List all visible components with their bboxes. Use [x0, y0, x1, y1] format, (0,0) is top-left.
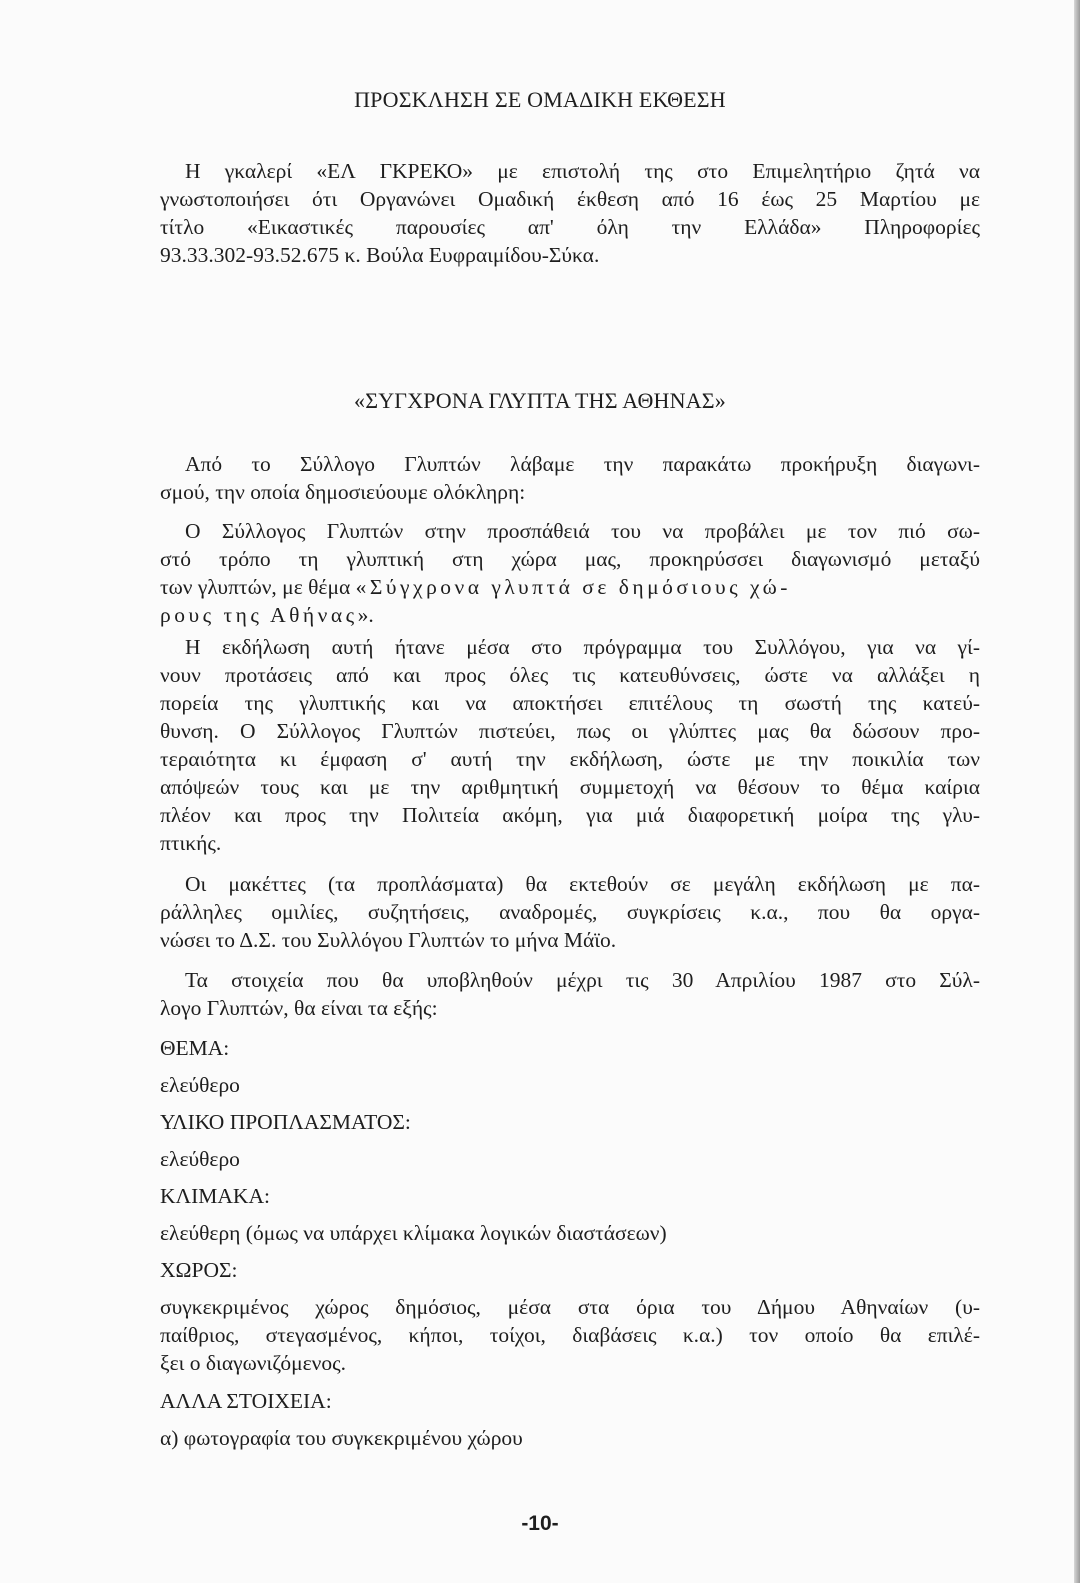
field-value-space-line: παίθριος, στεγασμένος, κήποι, τοίχοι, διαβάσεις κ.α.) τον οποίο θα επιλέ- [160, 1323, 980, 1347]
paragraph-line: απόψεών τους και με την αριθμητική συμμετοχή να θέσουν το θέμα καίρια [160, 775, 980, 799]
field-value-space-line: ξει ο διαγωνιζόμενος. [160, 1351, 347, 1375]
paragraph-line: Τα στοιχεία που θα υποβληθούν μέχρι τις 30 Απριλίου 1987 στο Σύλ- [185, 968, 980, 992]
page-number: -10- [521, 1512, 559, 1535]
paragraph-line: Η εκδήλωση αυτή ήτανε μέσα στο πρόγραμμα του Συλλόγου, για να γί- [185, 635, 980, 659]
field-label-other: ΑΛΛΑ ΣΤΟΙΧΕΙΑ: [160, 1389, 332, 1413]
field-label-material: ΥΛΙΚΟ ΠΡΟΠΛΑΣΜΑΤΟΣ: [160, 1110, 411, 1134]
emphasized-title: «Σύγχρονα γλυπτά σε δημόσιους χώ- [355, 575, 791, 599]
field-value-theme: ελεύθερο [160, 1073, 240, 1097]
paragraph-line: Ο Σύλλογος Γλυπτών στην προσπάθειά του να προβάλει με τον πιό σω- [185, 519, 980, 543]
field-value-other-item: α) φωτογραφία του συγκεκριμένου χώρου [160, 1426, 523, 1450]
paragraph-line: πλέον και προς την Πολιτεία ακόμη, για μιά διαφορετική μοίρα της γλυ- [160, 803, 980, 827]
paragraph-line: Από το Σύλλογο Γλυπτών λάβαμε την παρακάτω προκήρυξη διαγωνι- [185, 452, 980, 476]
section-title-sculptures: «ΣΥΓΧΡΟΝΑ ΓΛΥΠΤΑ ΤΗΣ ΑΘΗΝΑΣ» [354, 388, 726, 413]
paragraph-line: γνωστοποιήσει ότι Οργανώνει Ομαδική έκθεση από 16 έως 25 Μαρτίου με [160, 187, 980, 211]
field-value-scale: ελεύθερη (όμως να υπάρχει κλίμακα λογικών διαστάσεων) [160, 1221, 667, 1245]
paragraph-line: πορεία της γλυπτικής και να αποκτήσει επιτέλους τη σωστή της κατεύ- [160, 691, 980, 715]
section-title-group-exhibition: ΠΡΟΣΚΛΗΣΗ ΣΕ ΟΜΑΔΙΚΗ ΕΚΘΕΣΗ [354, 87, 726, 112]
paragraph-line: νώσει το Δ.Σ. του Συλλόγου Γλυπτών το μήνα Μάϊο. [160, 928, 617, 952]
paragraph-line: Οι μακέττες (τα προπλάσματα) θα εκτεθούν σε μεγάλη εκδήλωση με πα- [185, 872, 980, 896]
paragraph-line: ράλληλες ομιλίες, συζητήσεις, αναδρομές, συγκρίσεις κ.α., που θα οργα- [160, 900, 980, 924]
paragraph-line [160, 573, 980, 601]
text-span: των γλυπτών, με θέμα [160, 575, 356, 599]
field-value-material: ελεύθερο [160, 1147, 240, 1171]
paragraph-line: πτικής. [160, 831, 222, 855]
field-value-space-line: συγκεκριμένος χώρος δημόσιος, μέσα στα όρια του Δήμου Αθηναίων (υ- [160, 1295, 980, 1319]
page-edge-shadow [1074, 0, 1080, 1583]
field-label-space: ΧΩΡΟΣ: [160, 1258, 238, 1282]
paragraph-line: στό τρόπο τη γλυπτική στη χώρα μας, προκηρύσσει διαγωνισμό μεταξύ [160, 547, 980, 571]
paragraph-line [160, 601, 980, 629]
field-label-theme: ΘΕΜΑ: [160, 1036, 230, 1060]
paragraph-line: λογο Γλυπτών, θα είναι τα εξής: [160, 996, 438, 1020]
paragraph-line: θυνση. Ο Σύλλογος Γλυπτών πιστεύει, πως οι γλύπτες μας θα δώσουν προ- [160, 719, 980, 743]
paragraph-line: Η γκαλερί «ΕΛ ΓΚΡΕΚΟ» με επιστολή της στο Επιμελητήριο ζητά να [185, 159, 980, 183]
text-span: ». [357, 603, 374, 627]
paragraph-line: σμού, την οποία δημοσιεύουμε ολόκληρη: [160, 480, 526, 504]
paragraph-line: τεραιότητα κι έμφαση σ' αυτή την εκδήλωση, ώστε με την ποικιλία των [160, 747, 980, 771]
emphasized-title: ρους της Αθήνας [160, 603, 358, 627]
paragraph-line: 93.33.302-93.52.675 κ. Βούλα Ευφραιμίδου-Σύκα. [160, 243, 600, 267]
field-label-scale: ΚΛΙΜΑΚΑ: [160, 1184, 270, 1208]
paragraph-line: νουν προτάσεις από και προς όλες τις κατευθύνσεις, ώστε να αλλάξει η [160, 663, 980, 687]
paragraph-line: τίτλο «Εικαστικές παρουσίες απ' όλη την Ελλάδα» Πληροφορίες [160, 215, 980, 239]
